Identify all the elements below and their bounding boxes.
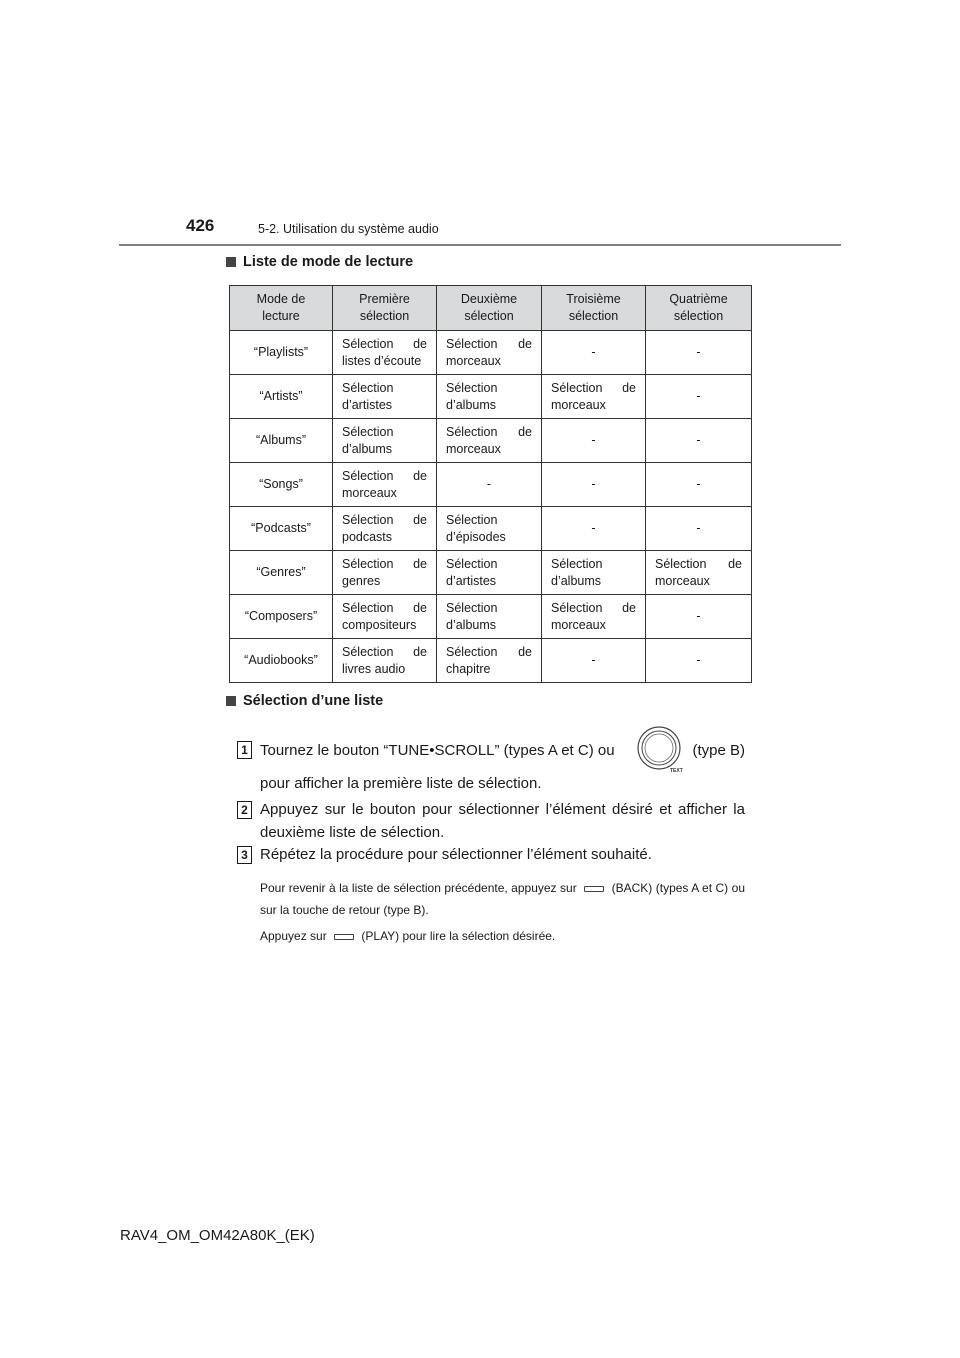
column-header: Première sélection (333, 286, 437, 331)
step-number: 1 (237, 741, 252, 759)
header-divider (119, 244, 841, 246)
selection-cell: - (437, 463, 542, 507)
selection-cell: Sélection de morceaux (646, 551, 752, 595)
selection-cell: Sélection de listes d’écoute (333, 331, 437, 375)
selection-cell: Sélection d’albums (437, 375, 542, 419)
selection-cell: Sélection de compositeurs (333, 595, 437, 639)
selection-cell: - (646, 595, 752, 639)
selection-cell: Sélection de morceaux (437, 331, 542, 375)
table-row (230, 375, 752, 419)
step-1-text-b: (type B) (692, 742, 745, 759)
selection-cell: - (646, 375, 752, 419)
selection-heading-text: Sélection d’une liste (243, 693, 384, 709)
table-row (230, 639, 752, 683)
selection-cell: - (646, 419, 752, 463)
knob-label: TEXT (670, 768, 683, 774)
step-text: Appuyez sur le bouton pour sélectionner l’élément désiré et afficher la deuxième liste de sélection. (260, 801, 745, 841)
mode-cell: “Genres” (230, 551, 333, 595)
step-text: Répétez la procédure pour sélectionner l’élément souhaité. (260, 846, 652, 863)
column-header: Quatrième sélection (646, 286, 752, 331)
selection-cell: Sélection de morceaux (542, 375, 646, 419)
table-row (230, 507, 752, 551)
selection-cell: Sélection d’épisodes (437, 507, 542, 551)
selection-cell: Sélection de podcasts (333, 507, 437, 551)
step-number: 2 (237, 801, 252, 819)
preset-button-icon (584, 886, 604, 892)
section-title: 5-2. Utilisation du système audio (258, 222, 439, 236)
selection-cell: - (646, 507, 752, 551)
table-row (230, 595, 752, 639)
preset-button-icon (334, 934, 354, 940)
back-note-text-a: Pour revenir à la liste de sélection précédente, appuyez sur (260, 881, 577, 895)
selection-cell: Sélection d’artistes (333, 375, 437, 419)
play-note (260, 925, 745, 947)
mode-cell: “Podcasts” (230, 507, 333, 551)
table-header-row (230, 286, 752, 331)
selection-cell: Sélection d’albums (333, 419, 437, 463)
mode-cell: “Albums” (230, 419, 333, 463)
step-1-text-c: pour afficher la première liste de sélection. (260, 775, 542, 792)
table-row (230, 463, 752, 507)
tune-knob-icon (633, 726, 689, 774)
document-footer: RAV4_OM_OM42A80K_(EK) (120, 1227, 315, 1244)
page-number: 426 (186, 216, 215, 235)
selection-cell: - (542, 331, 646, 375)
selection-cell: Sélection de morceaux (333, 463, 437, 507)
selection-cell: - (646, 639, 752, 683)
selection-cell: Sélection d’albums (437, 595, 542, 639)
selection-cell: Sélection de chapitre (437, 639, 542, 683)
mode-cell: “Artists” (230, 375, 333, 419)
table-row (230, 419, 752, 463)
selection-cell: Sélection de morceaux (437, 419, 542, 463)
selection-cell: - (542, 463, 646, 507)
play-note-text-b: (PLAY) pour lire la sélection désirée. (361, 929, 556, 943)
selection-cell: Sélection de livres audio (333, 639, 437, 683)
play-mode-table (229, 285, 752, 683)
square-bullet-icon (226, 257, 236, 267)
play-note-text-a: Appuyez sur (260, 929, 327, 943)
selection-cell: Sélection de genres (333, 551, 437, 595)
back-note-text-b: (BACK) (types A et C) ou sur la touche de retour (type B). (260, 881, 745, 917)
selection-cell: - (542, 507, 646, 551)
table-row (230, 331, 752, 375)
mode-cell: “Playlists” (230, 331, 333, 375)
selection-cell: Sélection d’artistes (437, 551, 542, 595)
selection-cell: Sélection d’albums (542, 551, 646, 595)
selection-cell: Sélection de morceaux (542, 595, 646, 639)
square-bullet-icon (226, 696, 236, 706)
selection-cell: - (646, 463, 752, 507)
playlist-heading (226, 254, 413, 270)
table-row (230, 551, 752, 595)
selection-cell: - (542, 419, 646, 463)
selection-cell: - (542, 639, 646, 683)
mode-cell: “Composers” (230, 595, 333, 639)
mode-cell: “Audiobooks” (230, 639, 333, 683)
column-header: Deuxième sélection (437, 286, 542, 331)
step-1-text-a: Tournez le bouton “TUNE•SCROLL” (types A et C) ou (260, 742, 615, 759)
column-header: Mode de lecture (230, 286, 333, 331)
selection-cell: - (646, 331, 752, 375)
column-header: Troisième sélection (542, 286, 646, 331)
mode-cell: “Songs” (230, 463, 333, 507)
back-note (260, 877, 745, 921)
selection-heading (226, 693, 383, 709)
step-number: 3 (237, 846, 252, 864)
playlist-heading-text: Liste de mode de lecture (243, 254, 414, 270)
